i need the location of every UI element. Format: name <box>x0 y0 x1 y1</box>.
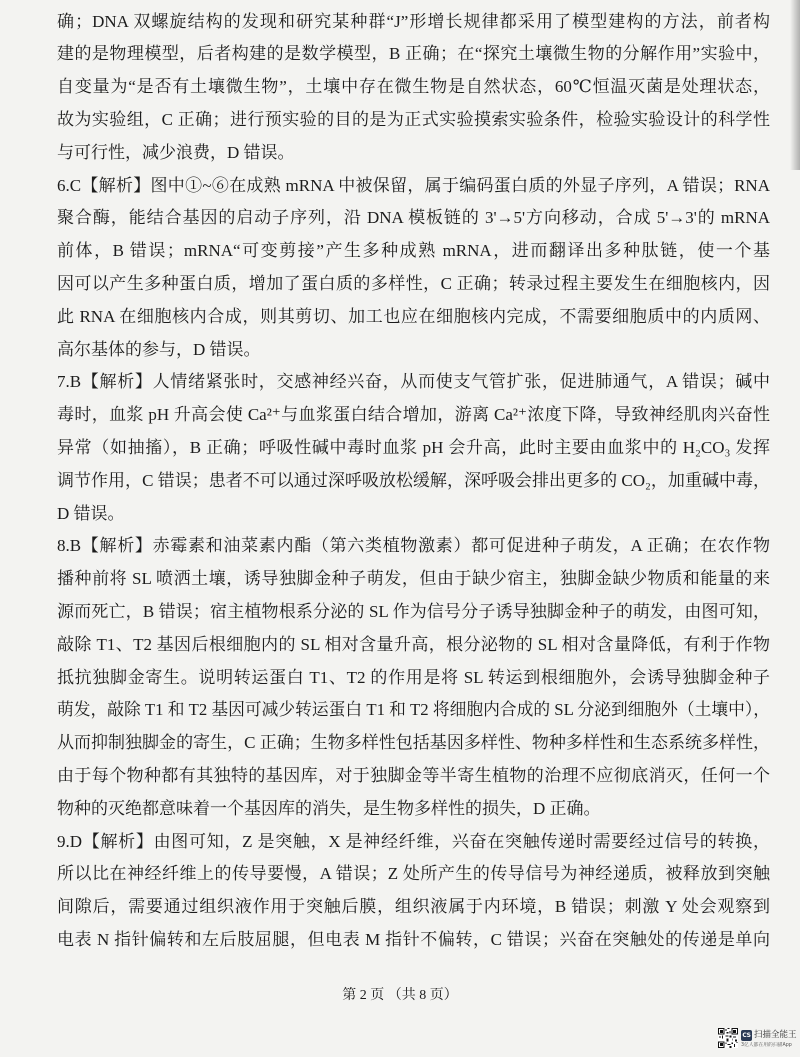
line-text: 抵抗独脚金寄生。说明转运蛋白 T1、T2 的作用是将 SL 转运到根细胞外，会诱导独脚金种子 <box>57 667 770 687</box>
text-line <box>57 366 770 399</box>
line-text: 调节作用，C 错误；患者不可以通过深呼吸放松缓解，深呼吸会排出更多的 CO₂，加重碱中毒， <box>57 470 771 490</box>
line-text: 因可以产生多种蛋白质，增加了蛋白质的多样性，C 正确；转录过程主要发生在细胞核内，因 <box>57 273 770 293</box>
text-line <box>57 104 770 137</box>
camscanner-tagline: 3亿人都在用的扫描App <box>741 1042 792 1048</box>
answer-paragraph-q8 <box>57 530 770 825</box>
line-text: 前体，B 错误；mRNA“可变剪接”产生多种成熟 mRNA，进而翻译出多种肽链，使一个基 <box>57 241 770 261</box>
line-text: 此 RNA 在细胞核内合成，则其剪切、加工也应在细胞核内完成，不需要细胞质中的内质网、 <box>57 306 770 326</box>
line-text: 聚合酶，能结合基因的启动子序列，沿 DNA 模板链的 3'→5'方向移动，合成 5'→3'的 mRNA <box>57 208 770 228</box>
answer-paragraph-q6 <box>57 170 770 367</box>
text-line <box>57 760 770 793</box>
text-line <box>57 202 770 235</box>
line-text: D 错误。 <box>57 503 125 523</box>
line-text: 确；DNA 双螺旋结构的发现和研究某种群“J”形增长规律都采用了模型建构的方法，前者构 <box>57 11 770 31</box>
qr-code-icon <box>718 1028 738 1048</box>
line-text: 萌发，敲除 T1 和 T2 基因可减少转运蛋白 T1 和 T2 将细胞内合成的 SL 分泌到细胞外（土壤中）， <box>57 700 770 720</box>
line-text: 故为实验组，C 正确；进行预实验的目的是为正式实验摸索实验条件，检验实验设计的科学性 <box>57 109 770 129</box>
text-line <box>57 563 770 596</box>
text-line <box>57 334 770 367</box>
text-line <box>57 268 770 301</box>
answer-paragraph-q9 <box>57 826 770 957</box>
text-line <box>57 694 770 727</box>
text-line <box>57 465 770 498</box>
text-line <box>57 399 770 432</box>
text-line <box>57 662 770 695</box>
line-text: 所以比在神经纤维上的传导要慢，A 错误；Z 处所产生的传导信号为神经递质，被释放到突触 <box>57 864 770 884</box>
text-line <box>57 596 770 629</box>
line-text: 敲除 T1、T2 基因后根细胞内的 SL 相对含量升高，根分泌物的 SL 相对含量降低，有利于作物 <box>57 634 770 654</box>
text-line <box>57 858 770 891</box>
camscanner-watermark <box>718 1028 796 1050</box>
line-text: 7.B【解析】人情绪紧张时，交感神经兴奋，从而使支气管扩张，促进肺通气，A 错误；碱中 <box>57 372 770 392</box>
text-line <box>57 891 770 924</box>
line-text: 间隙后，需要通过组织液作用于突触后膜，组织液属于内环境，B 错误；刺激 Y 处会观察到 <box>57 897 770 917</box>
text-line <box>57 924 770 957</box>
line-text: 与可行性，减少浪费，D 错误。 <box>57 142 295 162</box>
answer-explanations <box>57 6 770 957</box>
scan-edge-shadow <box>790 0 800 170</box>
text-line <box>57 629 770 662</box>
line-text: 毒时，血浆 pH 升高会使 Ca²⁺与血浆蛋白结合增加，游离 Ca²⁺浓度下降，导致神经肌肉兴奋性 <box>57 405 770 425</box>
text-line <box>57 530 770 563</box>
text-line <box>57 432 770 465</box>
text-line <box>57 235 770 268</box>
text-line <box>57 170 770 203</box>
text-line <box>57 498 770 531</box>
line-text: 异常（如抽搐），B 正确；呼吸性碱中毒时血浆 pH 会升高，此时主要由血浆中的 H₂CO₃ 发挥 <box>57 437 770 457</box>
text-line <box>57 727 770 760</box>
line-text: 自变量为“是否有土壤微生物”，土壤中存在微生物是自然状态，60℃恒温灭菌是处理状态， <box>57 77 770 97</box>
answer-paragraph-q5-tail <box>57 6 770 170</box>
line-text: 由于每个物种都有其独特的基因库，对于独脚金等半寄生植物的治理不应彻底消灭，任何一个 <box>57 765 770 785</box>
camscanner-brand-name: 扫描全能王 <box>754 1030 797 1040</box>
line-text: 6.C【解析】图中①~⑥在成熟 mRNA 中被保留，属于编码蛋白质的外显子序列，A 错误；RNA <box>57 175 770 195</box>
text-line <box>57 71 770 104</box>
page-number-footer: 第 2 页 （共 8 页） <box>342 988 458 1003</box>
answer-paragraph-q7 <box>57 366 770 530</box>
text-line <box>57 301 770 334</box>
line-text: 电表 N 指针偏转和左后肢屈腿，但电表 M 指针不偏转，C 错误；兴奋在突触处的传递是单向 <box>57 929 770 949</box>
line-text: 源而死亡，B 错误；宿主植物根系分泌的 SL 作为信号分子诱导独脚金种子的萌发，由图可知， <box>57 601 770 621</box>
line-text: 9.D【解析】由图可知，Z 是突触，X 是神经纤维，兴奋在突触传递时需要经过信号的转换， <box>57 831 770 851</box>
line-text: 从而抑制独脚金的寄生，C 正确；生物多样性包括基因多样性、物种多样性和生态系统多样性， <box>57 733 771 753</box>
line-text: 建的是物理模型，后者构建的是数学模型，B 正确；在“探究土壤微生物的分解作用”实验中， <box>57 44 770 64</box>
text-line <box>57 137 770 170</box>
line-text: 播种前将 SL 喷洒土壤，诱导独脚金种子萌发，但由于缺少宿主，独脚金缺少物质和能量的来 <box>57 569 770 589</box>
line-text: 物种的灭绝都意味着一个基因库的消失，是生物多样性的损失，D 正确。 <box>57 798 601 818</box>
text-line <box>57 38 770 71</box>
text-line <box>57 6 770 39</box>
text-line <box>57 793 770 826</box>
camscanner-logo: CS <box>742 1032 751 1039</box>
line-text: 高尔基体的参与，D 错误。 <box>57 339 261 359</box>
line-text: 8.B【解析】赤霉素和油菜素内酯（第六类植物激素）都可促进种子萌发，A 正确；在农作物 <box>57 536 770 556</box>
text-line <box>57 826 770 859</box>
